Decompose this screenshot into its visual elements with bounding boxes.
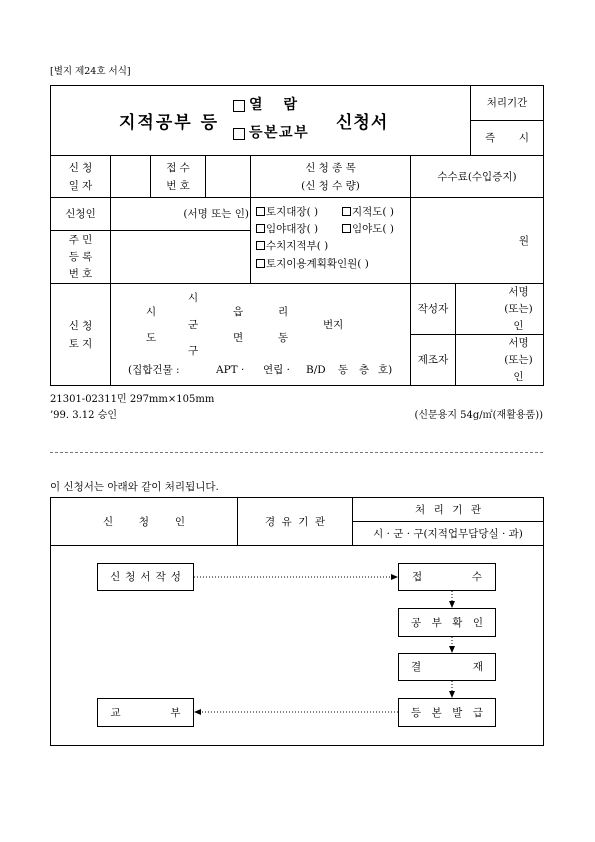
applicant-field[interactable]	[110, 197, 251, 231]
header-via-text: 경 유 기 관	[265, 515, 325, 528]
header-processor-unit-text: 시 · 군 · 구(지적업무담당실 · 과)	[373, 527, 523, 540]
address-town-1: 읍	[233, 306, 244, 318]
paper-spec: (신문용지 54g/㎡(재활용품))	[414, 410, 543, 421]
arrow-write-to-receive	[194, 574, 398, 580]
category-label	[250, 155, 411, 198]
receipt-no-label	[150, 155, 206, 198]
receipt-no-field[interactable]	[205, 155, 251, 198]
address-village-1: 리	[278, 306, 289, 318]
fee-label	[410, 155, 544, 198]
address-province-1: 시	[146, 306, 157, 318]
maker-label-text: 제조자	[417, 354, 449, 366]
sign-label-line2: (또는)	[504, 353, 533, 366]
writer-label-text: 작성자	[417, 303, 449, 315]
document-option-forest-register[interactable]	[256, 222, 318, 237]
document-option-land-register[interactable]	[256, 205, 318, 220]
document-option-label: 지적도( )	[352, 206, 394, 218]
document-option-label: 토지이용계획확인원( )	[266, 258, 369, 270]
step-write	[97, 563, 194, 591]
apply-date-label-line2: 일 자	[68, 179, 93, 192]
processing-period-label-text: 처리기간	[486, 97, 528, 109]
receipt-no-label-line2: 번 호	[166, 179, 190, 192]
land-address-field[interactable]	[110, 283, 411, 386]
step-verify-text: 공 부 확 인	[411, 616, 483, 629]
cadastral-map-checkbox[interactable]	[342, 207, 351, 216]
address-lot: 번지	[323, 319, 344, 331]
fee-unit: 원	[518, 234, 529, 247]
step-approve-text: 결 재	[411, 661, 483, 673]
title-cell	[50, 85, 471, 156]
apply-date-label	[50, 155, 111, 198]
numerical-cadastre-checkbox[interactable]	[256, 241, 265, 250]
step-approve	[398, 653, 496, 681]
sign-label-line2: (또는)	[504, 302, 533, 315]
approval-date: ’99. 3.12 승인	[50, 410, 118, 421]
option-view-label: 열 람	[249, 97, 297, 113]
building-floor: 층	[359, 364, 370, 376]
writer-sign-field[interactable]	[455, 283, 544, 335]
step-receive-text: 접 수	[412, 571, 482, 583]
category-label-line2: (신 청 수 량)	[301, 179, 360, 192]
step-receive	[398, 563, 496, 591]
form-title-suffix: 신청서	[336, 113, 389, 133]
building-prefix: (집합건물 :	[128, 364, 180, 376]
copy-checkbox[interactable]	[233, 128, 245, 140]
maker-sign-field[interactable]	[455, 334, 544, 386]
process-intro: 이 신청서는 아래와 같이 처리됩니다.	[50, 481, 219, 493]
apply-date-label-line1: 신 청	[68, 161, 93, 174]
building-dong: 동	[338, 364, 349, 376]
land-label-line2: 토 지	[68, 337, 93, 350]
document-option-numerical-cadastre[interactable]	[256, 239, 328, 254]
fee-label-text: 수수료(수입증지)	[437, 170, 517, 183]
option-copy-label: 등본교부	[249, 125, 310, 141]
land-use-plan-checkbox[interactable]	[256, 259, 265, 268]
resident-no-label-line1: 주 민	[68, 233, 93, 246]
processing-period-value-text: 즉 시	[485, 132, 529, 144]
document-option-label: 임야도( )	[352, 223, 394, 235]
arrow-verify-to-approve	[449, 637, 455, 653]
resident-no-label-line3: 번 호	[68, 267, 93, 280]
cut-line	[50, 452, 543, 453]
document-option-label: 임야대장( )	[266, 223, 319, 235]
form-title-main: 지적공부 등	[119, 113, 220, 133]
address-city-3: 구	[188, 345, 199, 357]
resident-no-label-line2: 등 록	[68, 250, 93, 263]
document-type-cell	[250, 197, 411, 284]
sign-label-line3: 인	[513, 370, 524, 383]
sign-label-line1: 서명	[508, 285, 529, 298]
sign-label-line3: 인	[513, 319, 524, 332]
land-register-checkbox[interactable]	[256, 207, 265, 216]
sign-label-line1: 서명	[508, 336, 529, 349]
resident-no-field[interactable]	[110, 230, 251, 284]
resident-no-label	[50, 230, 111, 284]
header-via	[237, 497, 353, 546]
header-applicant-text: 신 청 인	[103, 515, 185, 528]
header-processor-text: 처 리 기 관	[415, 503, 481, 516]
fee-field[interactable]	[410, 197, 544, 284]
land-label	[50, 283, 111, 386]
document-option-label: 수치지적부( )	[266, 240, 329, 252]
maker-label	[410, 334, 456, 386]
address-town-2: 면	[233, 332, 244, 344]
address-village-2: 동	[278, 332, 289, 344]
document-option-cadastral-map[interactable]	[342, 205, 394, 220]
header-applicant	[50, 497, 238, 546]
building-bd: B/D	[306, 364, 326, 376]
step-deliver	[97, 698, 194, 727]
document-option-forest-map[interactable]	[342, 222, 394, 237]
address-city-1: 시	[188, 292, 199, 304]
receipt-no-label-line1: 접 수	[166, 161, 190, 174]
arrow-receive-to-verify	[449, 591, 455, 608]
header-processor-unit	[352, 521, 544, 546]
form-code: 21301-02311민 297mm×105mm	[50, 394, 215, 405]
arrow-approve-to-issue	[449, 681, 455, 698]
address-city-2: 군	[188, 319, 199, 331]
applicant-label	[50, 197, 111, 231]
step-issue-text: 등 본 발 급	[411, 706, 483, 719]
arrow-issue-to-deliver	[194, 709, 398, 715]
document-option-label: 토지대장( )	[266, 206, 319, 218]
building-rowhouse: 연립 ·	[263, 364, 290, 376]
form-id: [별지 제24호 서식]	[50, 66, 131, 77]
step-write-text: 신청서작성	[110, 571, 186, 583]
category-label-line1: 신 청 종 목	[305, 161, 356, 174]
processing-period-value	[470, 120, 544, 156]
step-deliver-text: 교 부	[110, 706, 181, 719]
building-ho: 호)	[378, 364, 393, 376]
step-verify	[398, 608, 496, 637]
writer-label	[410, 283, 456, 335]
signature-hint: (서명 또는 인)	[183, 208, 249, 220]
step-issue	[398, 698, 496, 727]
address-province-2: 도	[146, 332, 157, 344]
header-processor	[352, 497, 544, 522]
land-label-line1: 신 청	[68, 319, 93, 332]
processing-period-label	[470, 85, 544, 121]
building-apt: APT ·	[216, 364, 245, 376]
apply-date-field[interactable]	[110, 155, 151, 198]
applicant-label-text: 신청인	[65, 208, 96, 220]
forest-map-checkbox[interactable]	[342, 224, 351, 233]
view-checkbox[interactable]	[233, 100, 245, 112]
forest-register-checkbox[interactable]	[256, 224, 265, 233]
document-option-land-use-plan[interactable]	[256, 257, 369, 272]
